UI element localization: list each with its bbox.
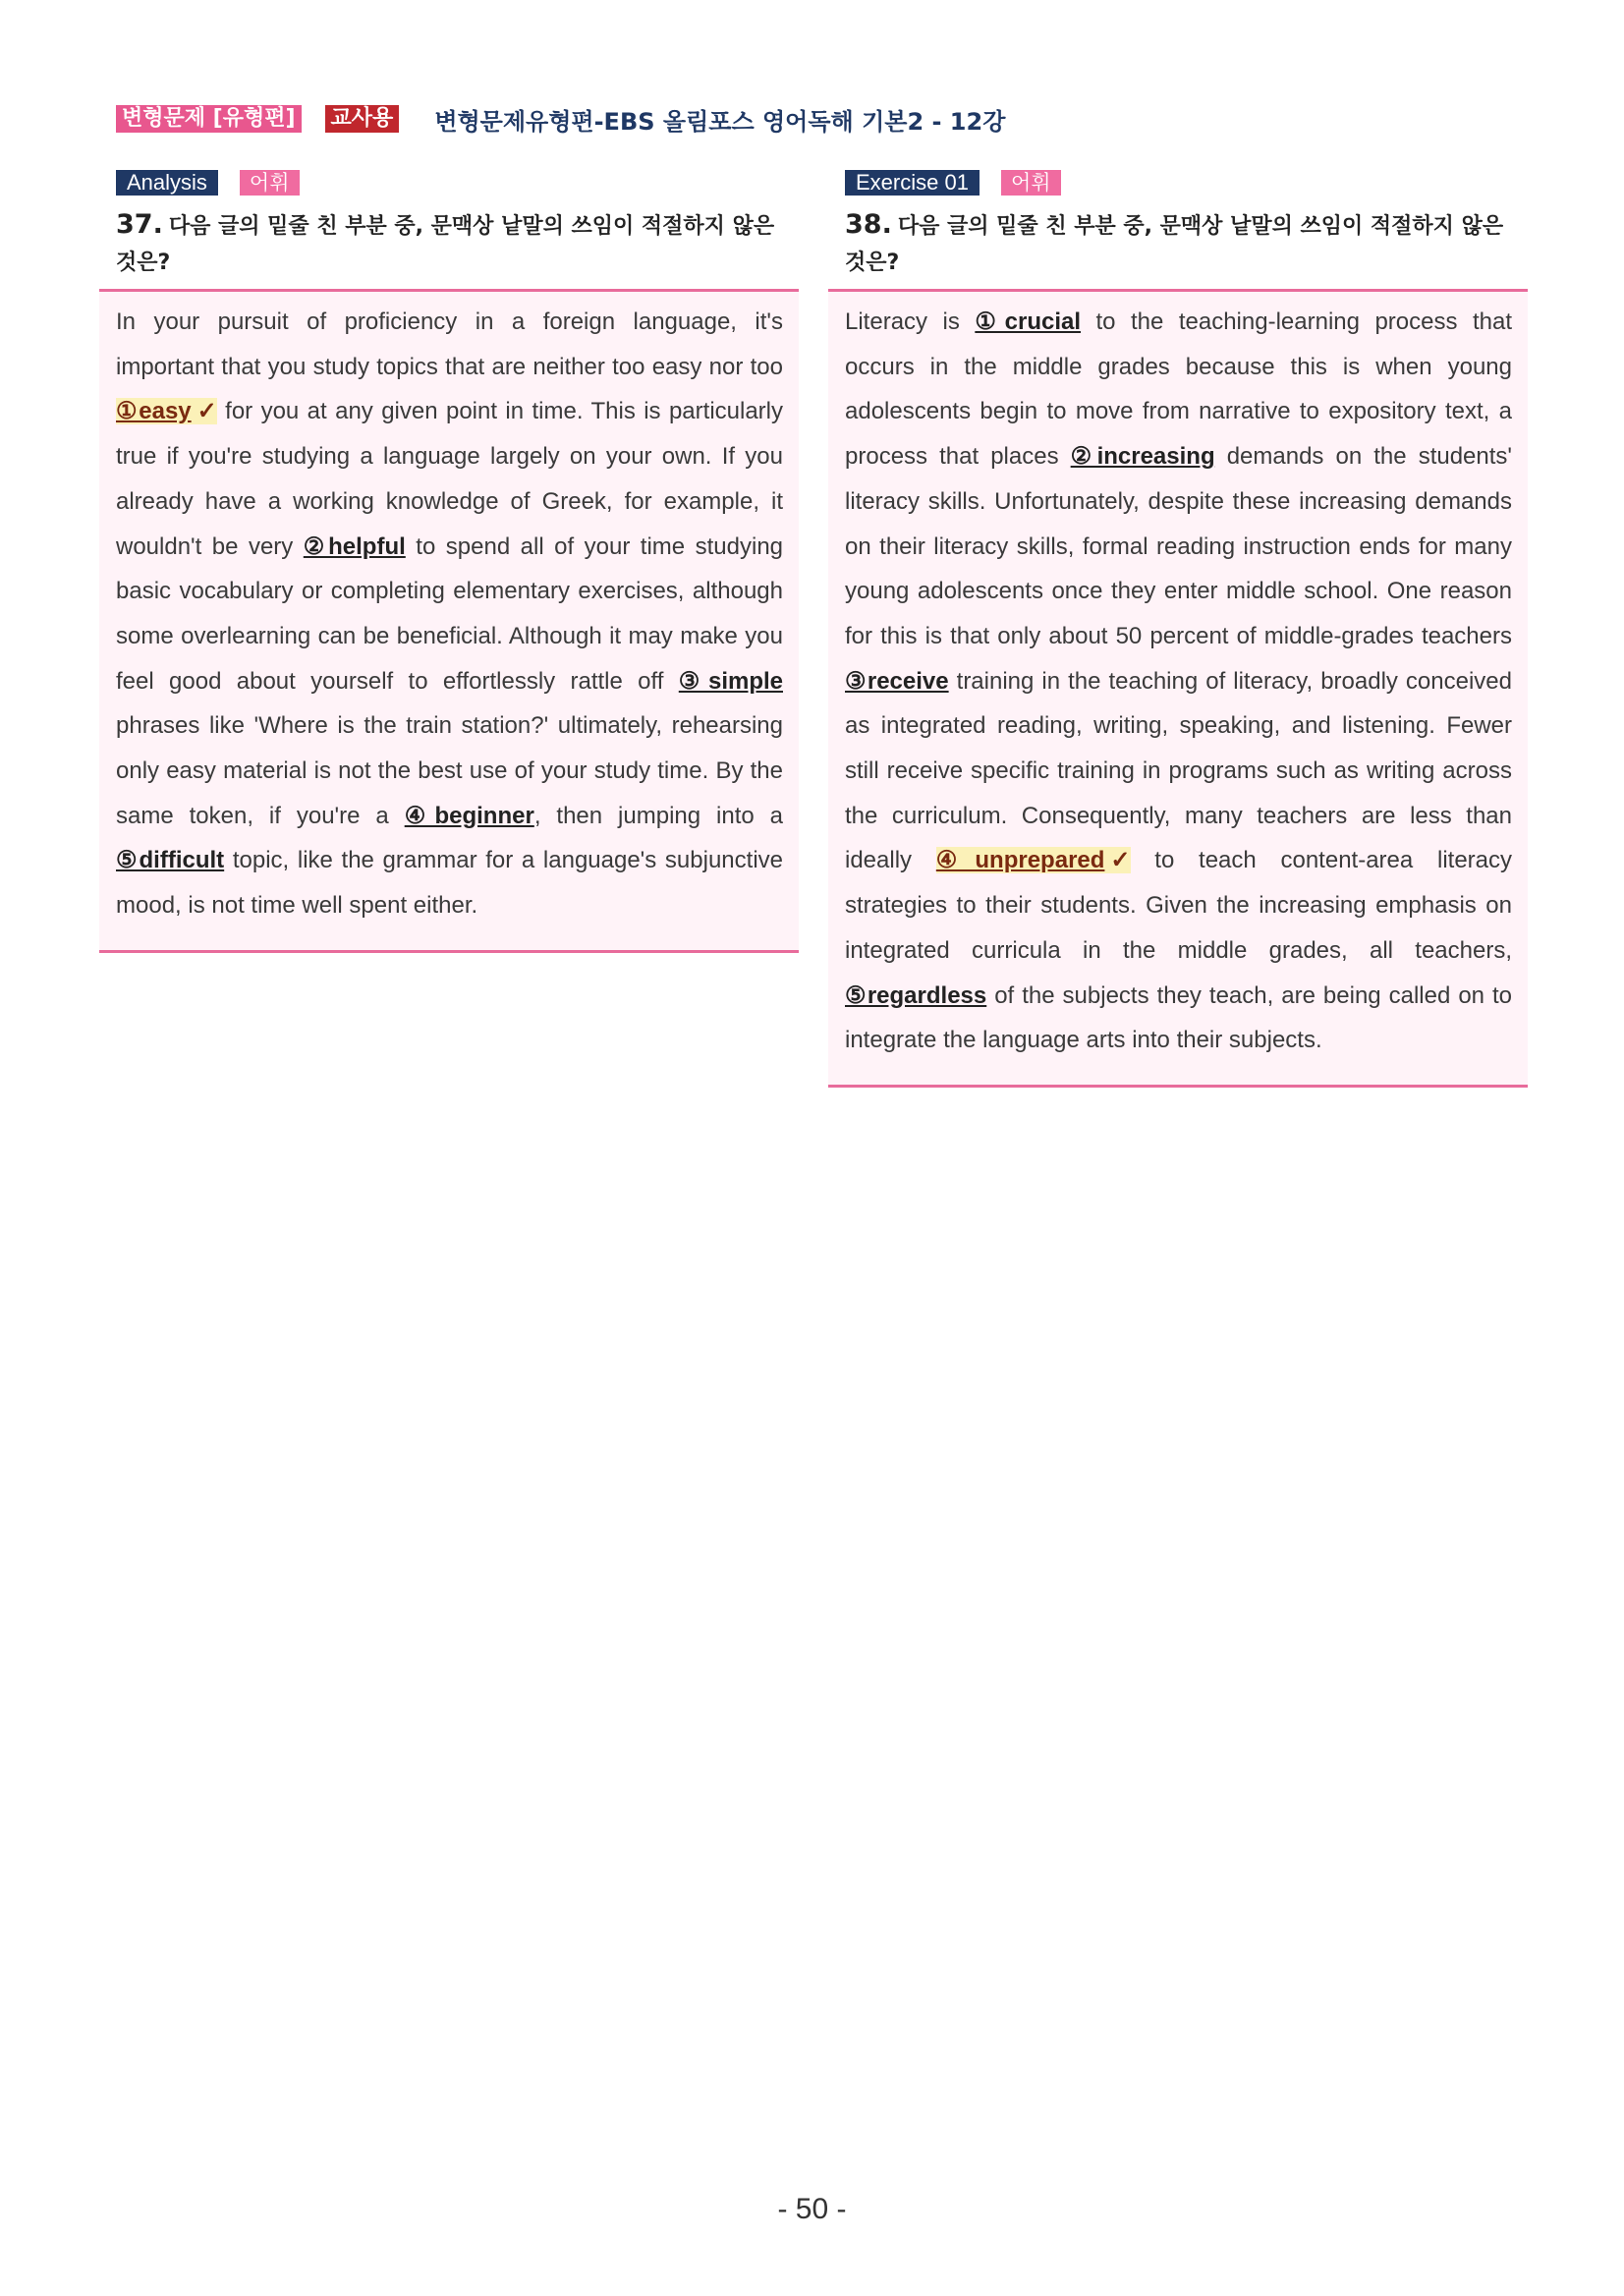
category-tag: 변형문제 [유형편] [116,105,302,133]
page-number: - 50 - [777,2193,847,2225]
answer-underlined-word [936,847,1131,873]
underlined-word-text: ①crucial [975,308,1082,335]
underlined-word-text: ④unprepared [935,847,1105,874]
underlined-word [1071,443,1215,470]
vocabulary-label: 어휘 [240,170,300,196]
analysis-label: Analysis [116,170,218,196]
passage-text: phrases like 'Where is the train station?' ultimately, rehearsing only easy material is not the best use of your study time. By the same token, if you're a [116,712,783,829]
passage-text: to the teaching-learning process that occurs in the middle grades because this is when young adolescents begin to move from narrative to expository text, a process that places [845,308,1512,471]
underlined-word [845,982,986,1009]
question-number: 38. [845,209,892,240]
checkmark-icon: ✓ [1110,847,1131,874]
passage-text: of the subjects they teach, are being called on to integrate the language arts into their subjects. [845,981,1513,1054]
page-header [116,104,1005,134]
passage-text: training in the teaching of literacy, broadly conceived as integrated reading, writing, speaking, and listening. Fewer still receive specific training in programs such as writing across the curriculum. Consequently, many teachers are less than ideally [845,667,1513,874]
underlined-word-text: ②helpful [303,532,406,560]
underlined-word-text: ③receive [845,667,949,695]
answer-underlined-word [116,398,217,424]
underlined-word-text: ①easy [116,398,192,425]
underlined-word-text: ④beginner [404,802,534,829]
passage-38 [828,289,1528,1088]
underlined-word [405,803,534,829]
underlined-word [304,533,406,560]
passage-37 [99,289,799,953]
passage-text: , then jumping into a [533,802,784,829]
underlined-word-text: ⑤difficult [116,847,225,874]
underlined-word-text: ⑤regardless [845,981,987,1009]
vocabulary-label: 어휘 [1001,170,1061,196]
passage-text: demands on the students' literacy skills. Unfortunately, despite these increasing demands on their literacy skills, formal reading instruction ends for many young adolescents once they enter middle school. One reason for this is that only about 50 percent of middle-grades teachers [845,443,1512,649]
passage-text: for you at any given point in time. This is particularly true if you're studying a language largely on your own. If you already have a working knowledge of Greek, for example, it wouldn't be very [116,398,784,560]
underlined-word [845,668,949,695]
document-title: 변형문제유형편-EBS 올림포스 영어독해 기본2 - 12강 [434,107,1006,136]
question-38-prompt [828,206,1528,281]
question-37-column [99,169,799,953]
question-38-column [828,169,1528,1088]
underlined-word-text: ③simple [678,667,783,695]
underlined-word [975,308,1081,335]
passage-text: to spend all of your time studying basic vocabulary or completing elementary exercises, although some overlearning can be beneficial. Although it may make you feel good about yourself to effortlessly rattle off [116,532,784,695]
question-text: 다음 글의 밑줄 친 부분 중, 문맥상 낱말의 쓰임이 적절하지 않은 것은? [845,214,1504,275]
passage-text: topic, like the grammar for a language's subjunctive mood, is not time well spent either. [116,847,783,920]
passage-text: to teach content-area literacy strategies to their students. Given the increasing emphasis on integrated curricula in the middle grades, all teachers, [845,847,1513,964]
passage-text: In your pursuit of proficiency in a foreign language, it's important that you study topics that are neither too easy nor too [116,308,783,380]
question-37-labels [99,169,799,196]
question-text: 다음 글의 밑줄 친 부분 중, 문맥상 낱말의 쓰임이 적절하지 않은 것은? [116,214,775,275]
question-number: 37. [116,209,163,240]
underlined-word [116,847,224,873]
teacher-tag: 교사용 [325,105,400,133]
underlined-word [679,668,783,695]
underlined-word-text: ②increasing [1070,443,1215,471]
question-37-prompt [99,206,799,281]
exercise-label: Exercise 01 [845,170,980,196]
checkmark-icon: ✓ [196,398,217,425]
passage-text: Literacy is [845,308,976,335]
question-38-labels [828,169,1528,196]
